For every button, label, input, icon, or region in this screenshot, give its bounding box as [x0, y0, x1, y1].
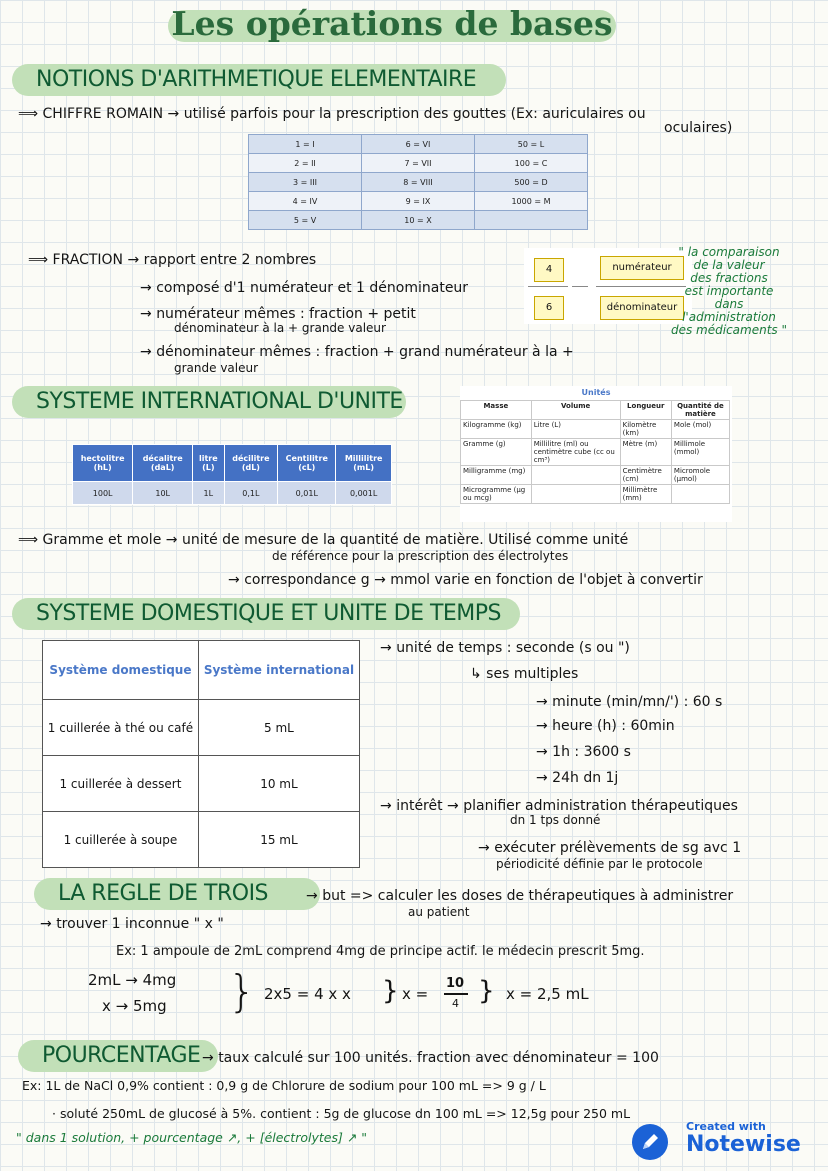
fraction-line-5-text: dénominateur mêmes : fraction + grand numérateur à la +: [156, 344, 574, 360]
regle-line-2: x → 5mg: [102, 997, 167, 1015]
unites-header: Masse: [461, 401, 532, 420]
logo-brand: Notewise: [686, 1132, 801, 1157]
domestique-cell: 10 mL: [198, 756, 359, 812]
roman-table: [248, 134, 588, 230]
regle-frac-top: 10: [446, 976, 465, 991]
domestique-header: Système domestique: [43, 641, 199, 700]
interet-line-3-text: exécuter prélèvements de sg avc 1: [494, 840, 742, 856]
fraction-line-3: → numérateur mêmes : fraction + petit: [140, 306, 416, 322]
fraction-numerator-label: numérateur: [600, 256, 684, 280]
unites-table: [460, 400, 730, 504]
volume-value: 1L: [193, 482, 224, 505]
pourcentage-quote: " dans 1 solution, + pourcentage ↗, + [électrolytes] ↗ ": [16, 1130, 368, 1145]
regle-but-2: au patient: [408, 905, 470, 919]
regle-but: → but => calculer les doses de thérapeutiques à administrer: [306, 888, 734, 904]
volume-value: 0,1L: [224, 482, 278, 505]
roman-cell: 8 = VIII: [362, 173, 475, 192]
regle-example: Ex: 1 ampoule de 2mL comprend 4mg de principe actif. le médecin prescrit 5mg.: [116, 944, 645, 959]
quote-line-6: l'administration: [682, 310, 776, 324]
fraction-line-3-text: numérateur mêmes : fraction + petit: [156, 306, 416, 322]
temps-line-1: → unité de temps : seconde (s ou "): [380, 640, 630, 656]
unites-header: Longueur: [620, 401, 671, 420]
unites-panel: [460, 386, 732, 522]
unites-header: Quantité de matière: [671, 401, 729, 420]
regle-trouver-text: trouver 1 inconnue " x ": [56, 916, 224, 932]
unites-cell: Millimole (mmol): [671, 439, 729, 466]
temps-line-1-text: unité de temps : seconde (s ou "): [396, 640, 630, 656]
unites-row: [461, 439, 730, 466]
chiffre-desc-2: oculaires): [664, 120, 733, 136]
domestique-row: [43, 700, 360, 756]
domestique-row: [43, 812, 360, 868]
quote-line-4: est importante: [684, 284, 774, 298]
temps-line-6: → 24h dn 1j: [536, 770, 619, 786]
roman-row: [249, 135, 588, 154]
pourcentage-desc: → taux calculé sur 100 unités. fraction avec dénominateur = 100: [202, 1050, 659, 1066]
volume-header: Centilitre (cL): [278, 445, 336, 482]
volume-value: 0,001L: [336, 482, 392, 505]
volume-header: décilitre (dL): [224, 445, 278, 482]
chiffre-label: ⟹ CHIFFRE ROMAIN → utilisé parfois pour la prescription des gouttes (Ex: auriculaires ou: [18, 106, 646, 122]
domestique-cell: 1 cuillerée à soupe: [43, 812, 199, 868]
logo-created: Created with: [686, 1120, 766, 1133]
notewise-logo: [632, 1120, 822, 1164]
unites-cell: Microgramme (µg ou mcg): [461, 485, 532, 504]
fraction-label: ⟹ FRACTION → rapport entre 2 nombres: [28, 252, 317, 268]
quote-line-5: dans: [714, 297, 744, 311]
regle-brace-3: }: [478, 976, 495, 1006]
volume-header: hectolitre (hL): [73, 445, 133, 482]
domestique-cell: 1 cuillerée à thé ou café: [43, 700, 199, 756]
regle-line-1: 2mL → 4mg: [88, 971, 177, 989]
interet-line-3: → exécuter prélèvements de sg avc 1: [478, 840, 742, 856]
volume-value: 100L: [73, 482, 133, 505]
domestique-header: Système international: [198, 641, 359, 700]
domestique-row: [43, 756, 360, 812]
fraction-bar-left: [528, 286, 568, 287]
fraction-denominator-value: 6: [534, 296, 564, 320]
unites-cell: Millilitre (ml) ou centimètre cube (cc ou cm³): [531, 439, 620, 466]
volume-header: décalitre (daL): [133, 445, 193, 482]
fraction-quote: [636, 246, 822, 337]
unites-cell: Milligramme (mg): [461, 466, 532, 485]
roman-cell: 500 = D: [475, 173, 588, 192]
unites-cell: Micromole (µmol): [671, 466, 729, 485]
quote-line-3: des fractions: [690, 271, 768, 285]
interet-row: → intérêt → planifier administration thérapeutiques: [380, 798, 738, 814]
chiffre-desc: utilisé parfois pour la prescription des gouttes (Ex: auriculaires ou: [183, 106, 646, 122]
interet-line-2: dn 1 tps donné: [510, 813, 601, 827]
gramme-row: ⟹ Gramme et mole → unité de mesure de la quantité de matière. Utilisé comme unité: [18, 532, 629, 548]
roman-cell: 50 = L: [475, 135, 588, 154]
volume-value: 0,01L: [278, 482, 336, 505]
quote-line-7: des médicaments ": [670, 323, 787, 337]
domestique-cell: 5 mL: [198, 700, 359, 756]
pourcentage-desc-text: taux calculé sur 100 unités. fraction avec dénominateur = 100: [218, 1050, 659, 1066]
roman-row: [249, 211, 588, 230]
unites-row: [461, 466, 730, 485]
regle-frac-bar: [444, 993, 468, 995]
section-domestique: SYSTEME DOMESTIQUE ET UNITE DE TEMPS: [12, 598, 520, 630]
unites-cell: [531, 466, 620, 485]
regle-x-eq: x =: [402, 985, 429, 1003]
unites-cell: Kilogramme (kg): [461, 420, 532, 439]
gramme-desc: unité de mesure de la quantité de matière. Utilisé comme unité: [181, 532, 629, 548]
correspondance: → correspondance g → mmol varie en fonction de l'objet à convertir: [228, 572, 703, 588]
regle-trouver: → trouver 1 inconnue " x ": [40, 916, 224, 932]
roman-cell: 3 = III: [249, 173, 362, 192]
pencil-icon: [632, 1124, 668, 1160]
roman-row: [249, 173, 588, 192]
section-regle: LA REGLE DE TROIS: [34, 878, 320, 910]
domestique-table: [42, 640, 360, 868]
fraction-line-1: rapport entre 2 nombres: [143, 252, 317, 268]
fraction-line-6: grande valeur: [174, 361, 259, 375]
regle-but-text: but => calculer les doses de thérapeutiques à administrer: [322, 888, 734, 904]
roman-cell: 10 = X: [362, 211, 475, 230]
interet-line-1: planifier administration thérapeutiques: [463, 798, 738, 814]
interet-label: intérêt: [396, 798, 443, 814]
domestique-cell: 1 cuillerée à dessert: [43, 756, 199, 812]
unites-title: Unités: [581, 388, 611, 397]
fraction-denominator-label: dénominateur: [600, 296, 684, 320]
section-arith: NOTIONS D'ARITHMETIQUE ELEMENTAIRE: [12, 64, 506, 96]
roman-cell: 2 = II: [249, 154, 362, 173]
roman-row: [249, 192, 588, 211]
fraction-line-2-text: composé d'1 numérateur et 1 dénominateur: [156, 280, 469, 296]
volume-value: 10L: [133, 482, 193, 505]
unites-row: [461, 420, 730, 439]
volume-header: Millilitre (mL): [336, 445, 392, 482]
page-title: Les opérations de bases: [171, 4, 613, 43]
gramme-label: Gramme et mole: [42, 532, 162, 548]
regle-brace: }: [228, 966, 256, 1017]
pourcentage-ex2: · soluté 250mL de glucosé à 5%. contient : 5g de glucose dn 100 mL => 12,5g pour 250 mL: [52, 1106, 631, 1121]
domestique-cell: 15 mL: [198, 812, 359, 868]
fraction-label-text: FRACTION: [52, 252, 124, 268]
unites-cell: Millimètre (mm): [620, 485, 671, 504]
unites-cell: Litre (L): [531, 420, 620, 439]
unites-row: [461, 485, 730, 504]
roman-cell: 1000 = M: [475, 192, 588, 211]
unites-cell: Mètre (m): [620, 439, 671, 466]
regle-brace-2: }: [382, 976, 399, 1006]
volume-header: litre (L): [193, 445, 224, 482]
pourcentage-ex1: Ex: 1L de NaCl 0,9% contient : 0,9 g de Chlorure de sodium pour 100 mL => 9 g / L: [22, 1078, 546, 1093]
fraction-line-2: → composé d'1 numérateur et 1 dénominateur: [140, 280, 469, 296]
gramme-desc-2: de référence pour la prescription des électrolytes: [272, 549, 569, 563]
unites-cell: Kilomètre (km): [620, 420, 671, 439]
unites-cell: Mole (mol): [671, 420, 729, 439]
temps-line-5: → 1h : 3600 s: [536, 744, 631, 760]
fraction-numerator-value: 4: [534, 258, 564, 282]
temps-line-2: ↳ ses multiples: [470, 666, 579, 682]
regle-frac-bot: 4: [452, 997, 459, 1010]
fraction-line-4: dénominateur à la + grande valeur: [174, 321, 386, 335]
volume-table: [72, 444, 392, 505]
roman-cell: 100 = C: [475, 154, 588, 173]
regle-result: x = 2,5 mL: [506, 985, 589, 1003]
fraction-line-5: → dénominateur mêmes : fraction + grand numérateur à la +: [140, 344, 574, 360]
roman-cell: 9 = IX: [362, 192, 475, 211]
roman-cell: 5 = V: [249, 211, 362, 230]
temps-line-4: → heure (h) : 60min: [536, 718, 675, 734]
chiffre-label-text: CHIFFRE ROMAIN: [42, 106, 164, 122]
quote-line-2: de la valeur: [693, 258, 765, 272]
roman-cell: 6 = VI: [362, 135, 475, 154]
fraction-dash: [572, 286, 588, 287]
regle-calc: 2x5 = 4 x x: [264, 985, 351, 1003]
roman-row: [249, 154, 588, 173]
roman-cell: [475, 211, 588, 230]
unites-header: Volume: [531, 401, 620, 420]
section-si: SYSTEME INTERNATIONAL D'UNITE: [12, 386, 406, 418]
quote-line-1: " la comparaison: [678, 245, 780, 259]
unites-cell: Centimètre (cm): [620, 466, 671, 485]
unites-cell: [531, 485, 620, 504]
temps-line-3: → minute (min/mn/') : 60 s: [536, 694, 723, 710]
interet-line-4: périodicité définie par le protocole: [496, 857, 703, 871]
roman-cell: 4 = IV: [249, 192, 362, 211]
unites-cell: [671, 485, 729, 504]
unites-cell: Gramme (g): [461, 439, 532, 466]
correspondance-text: correspondance g → mmol varie en fonction de l'objet à convertir: [244, 572, 703, 588]
section-pourcentage: POURCENTAGE: [18, 1040, 218, 1072]
roman-cell: 7 = VII: [362, 154, 475, 173]
roman-cell: 1 = I: [249, 135, 362, 154]
